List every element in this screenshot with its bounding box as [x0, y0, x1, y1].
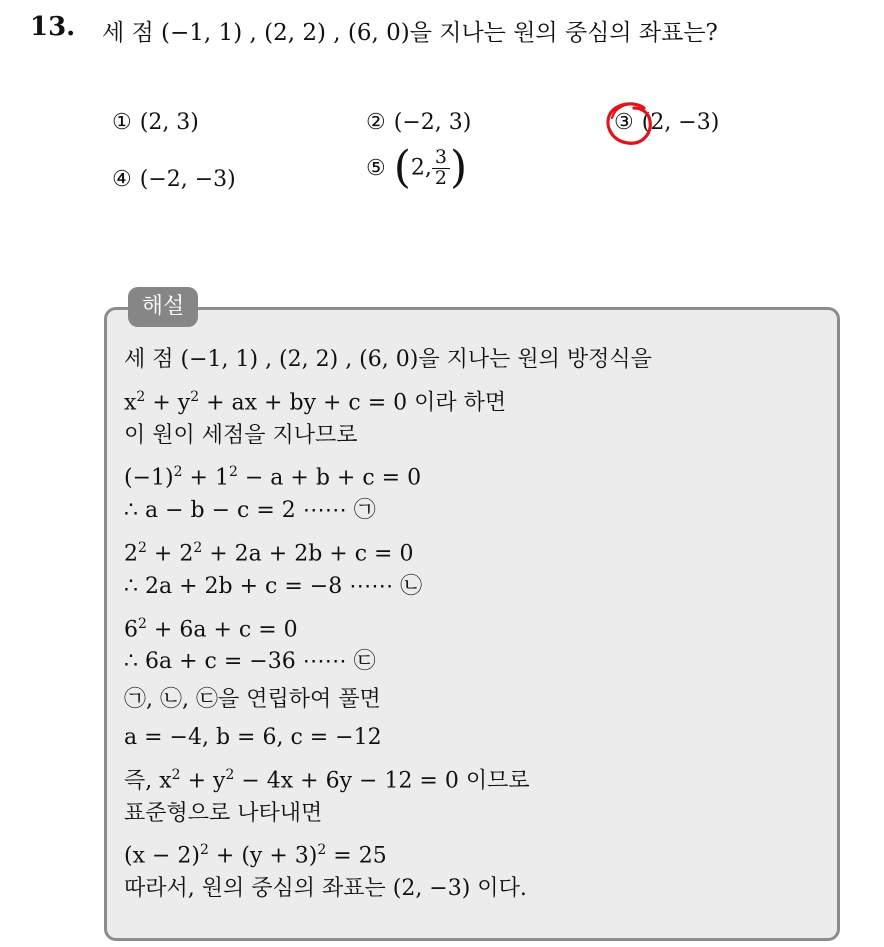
- solution-line-7: ∴ 2a + 2b + c = −8 ⋯⋯ ㉡: [124, 573, 423, 599]
- solution-line-3: 이 원이 세점을 지나므로: [124, 422, 358, 448]
- solution-line-2-pre: x: [124, 390, 137, 416]
- solution-line-4-mid: + 1: [182, 465, 229, 491]
- solution-line-12-pre: 즉, x: [124, 768, 172, 794]
- choice-1-mark: ①: [112, 110, 132, 135]
- choice-5-mark: ⑤: [366, 155, 386, 181]
- solution-line-1: 세 점 (−1, 1) , (2, 2) , (6, 0)을 지나는 원의 방정식을: [124, 347, 652, 372]
- choice-5-numerator: 3: [432, 148, 450, 169]
- choice-3-mark: ③: [614, 110, 634, 135]
- solution-line-6-sup2: 2: [193, 539, 203, 556]
- solution-line-4: [124, 454, 824, 492]
- solution-line-8: [124, 606, 824, 644]
- solution-line-9: ∴ 6a + c = −36 ⋯⋯ ㉢: [124, 649, 376, 675]
- solution-line-4-post: − a + b + c = 0: [237, 465, 422, 491]
- choice-5-value-prefix: 2,: [410, 155, 432, 181]
- solution-line-6-sup1: 2: [138, 539, 147, 556]
- solution-line-8-post: + 6a + c = 0: [146, 616, 298, 642]
- solution-line-6-post: + 2a + 2b + c = 0: [202, 541, 414, 567]
- solution-line-4-sup1: 2: [173, 464, 183, 481]
- solution-line-12-sup1: 2: [171, 766, 181, 783]
- choice-2-value: (−2, 3): [393, 110, 472, 135]
- choice-4[interactable]: [112, 167, 236, 192]
- solution-line-2: [124, 379, 824, 417]
- solution-line-2-sup1: 2: [136, 388, 146, 405]
- solution-body: [124, 341, 824, 908]
- choice-5-open-paren: (: [393, 142, 411, 193]
- question-text: 세 점 (−1, 1) , (2, 2) , (6, 0)을 지나는 원의 중심의 좌표는?: [102, 20, 718, 46]
- choice-2-mark: ②: [366, 110, 386, 135]
- solution-line-14-mid: + (y + 3): [208, 843, 318, 869]
- solution-line-2-mid: + y: [145, 390, 191, 416]
- selected-answer-circle-icon: [604, 100, 656, 148]
- choice-1[interactable]: [112, 110, 199, 135]
- choice-5-denominator: 2: [434, 166, 447, 189]
- solution-line-11: a = −4, b = 6, c = −12: [124, 724, 382, 750]
- solution-line-12-mid: + y: [180, 768, 226, 794]
- solution-line-6: [124, 530, 824, 568]
- choice-5-fraction: [432, 145, 450, 189]
- choice-2[interactable]: [366, 110, 471, 135]
- solution-line-4-sup2: 2: [228, 464, 238, 481]
- solution-line-13: 표준형으로 나타내면: [124, 800, 323, 826]
- solution-line-14-sup2: 2: [317, 842, 327, 859]
- choice-5[interactable]: [366, 142, 468, 193]
- solution-line-6-mid: + 2: [146, 541, 194, 567]
- solution-line-14: [124, 832, 824, 870]
- question-number: 13.: [30, 12, 76, 42]
- solution-line-12-post: − 4x + 6y − 12 = 0 이므로: [234, 768, 530, 794]
- solution-line-12-sup2: 2: [225, 766, 235, 783]
- solution-line-14-pre: (x − 2): [124, 843, 200, 869]
- solution-line-8-sup1: 2: [138, 615, 147, 632]
- solution-line-5: ∴ a − b − c = 2 ⋯⋯ ㉠: [124, 498, 376, 524]
- choice-1-value: (2, 3): [139, 110, 199, 135]
- solution-line-4-pre: (−1): [124, 465, 174, 491]
- choice-4-value: (−2, −3): [139, 167, 236, 192]
- solution-line-12: [124, 757, 824, 795]
- solution-line-10: ㉠, ㉡, ㉢을 연립하여 풀면: [124, 687, 381, 713]
- solution-line-2-post: + ax + by + c = 0 이라 하면: [199, 390, 507, 416]
- choice-4-mark: ④: [112, 167, 132, 192]
- solution-line-6-pre: 2: [124, 541, 138, 567]
- solution-line-8-pre: 6: [124, 616, 138, 642]
- solution-line-2-sup2: 2: [190, 388, 200, 405]
- solution-line-14-sup1: 2: [200, 842, 209, 859]
- solution-line-15: 따라서, 원의 중심의 좌표는 (2, −3) 이다.: [124, 876, 527, 902]
- solution-line-14-post: = 25: [326, 843, 387, 869]
- choice-3-value: (2, −3): [641, 110, 720, 135]
- choice-5-close-paren: ): [450, 142, 468, 193]
- solution-tag: 해설: [128, 287, 198, 327]
